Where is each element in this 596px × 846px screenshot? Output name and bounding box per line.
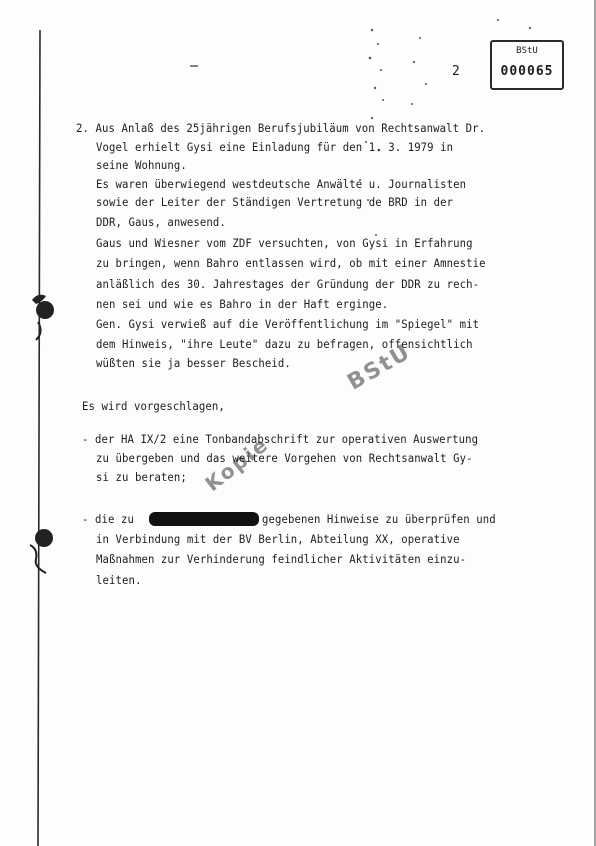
body-line: wüßten sie ja besser Bescheid. [96,357,291,370]
body-line: nen sei und wie es Bahro in der Haft erginge. [96,298,389,311]
page-number: 2 [452,64,460,79]
body-line: DDR, Gaus, anwesend. [96,216,226,229]
body-line: dem Hinweis, "ihre Leute" dazu zu befragen, offensichtlich [96,338,473,351]
watermark-bstu: BStU [343,339,416,396]
body-line: si zu beraten; [96,471,187,484]
stamp-label: BStU [516,46,538,56]
proposal-intro: Es wird vorgeschlagen, [82,400,225,413]
body-line: 2. Aus Anlaß des 25jährigen Berufsjubiläum von Rechtsanwalt Dr. [76,122,486,135]
body-line: Es waren überwiegend westdeutsche Anwälte u. Journalisten [96,178,467,191]
body-line: Maßnahmen zur Verhinderung feindlicher Aktivitäten einzu- [96,553,467,566]
body-line: zu übergeben und das weitere Vorgehen von Rechtsanwalt Gy- [96,452,473,465]
body-line: gegebenen Hinweise zu überprüfen und [262,513,496,526]
body-line: in Verbindung mit der BV Berlin, Abteilung XX, operative [96,533,460,546]
redaction-bar [149,512,259,526]
stamp-number: 000065 [500,64,554,79]
archive-stamp [490,40,564,90]
proposal-item-1: - der HA IX/2 eine Tonbandabschrift zur operativen Auswertung [82,433,479,446]
body-line: zu bringen, wenn Bahro entlassen wird, ob mit einer Amnestie [96,257,486,270]
body-line: leiten. [96,574,142,587]
body-line: anläßlich des 30. Jahrestages der Gründung der DDR zu rech- [96,278,480,291]
body-line: sowie der Leiter der Ständigen Vertretung de BRD in der [96,196,454,209]
body-line: Gaus und Wiesner vom ZDF versuchten, von Gysi in Erfahrung [96,237,473,250]
body-line: seine Wohnung. [96,159,187,172]
watermark-kopie: Kopie [200,431,274,497]
body-line: Gen. Gysi verwieß auf die Veröffentlichung im "Spiegel" mit [96,318,480,331]
body-line: Vogel erhielt Gysi eine Einladung für den 1. 3. 1979 in [96,141,454,154]
proposal-item-2: - die zu [82,513,134,526]
